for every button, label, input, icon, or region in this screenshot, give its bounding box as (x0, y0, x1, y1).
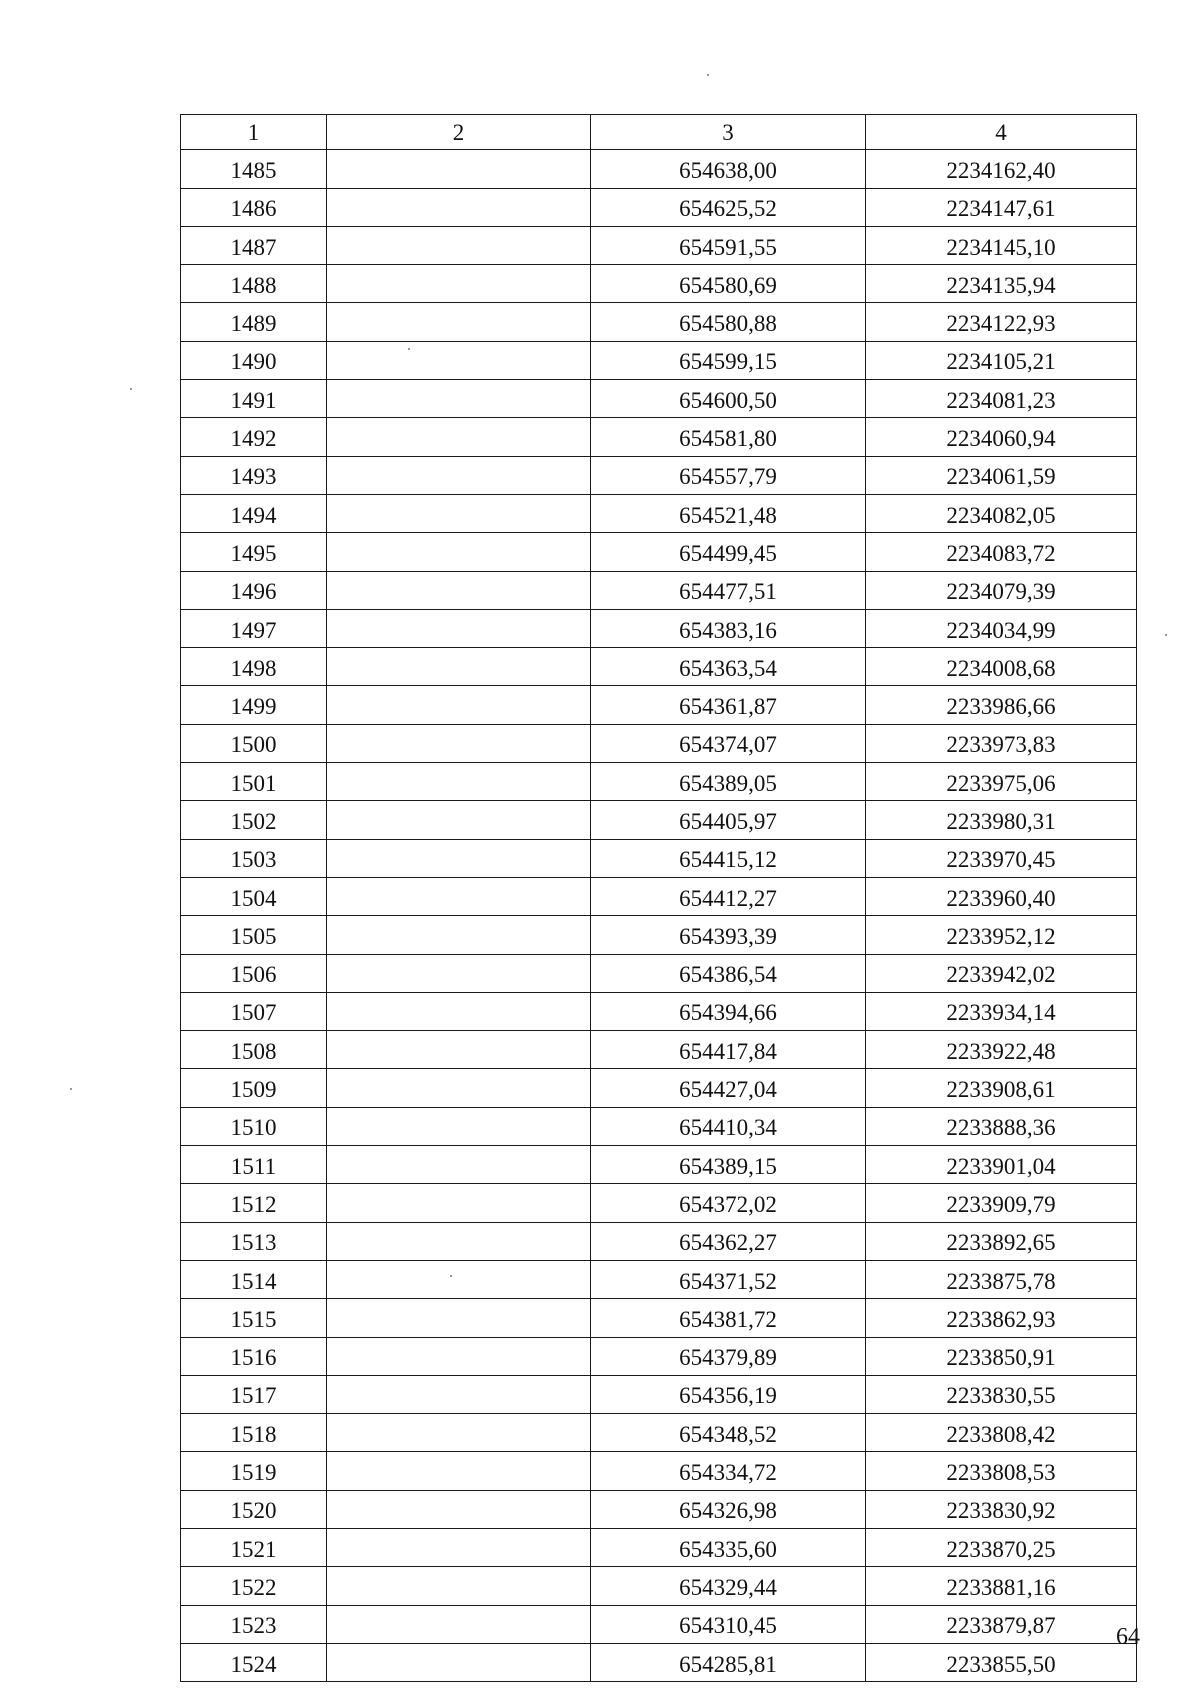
y-coordinate-cell: 2233934,14 (866, 992, 1137, 1030)
point-number-cell: 1488 (181, 265, 327, 303)
y-coordinate-cell: 2233879,87 (866, 1605, 1137, 1643)
scan-speck (130, 388, 132, 390)
description-cell (327, 1414, 591, 1452)
description-cell (327, 648, 591, 686)
description-cell (327, 1337, 591, 1375)
x-coordinate-cell: 654599,15 (591, 341, 866, 379)
y-coordinate-cell: 2233888,36 (866, 1107, 1137, 1145)
x-coordinate-cell: 654334,72 (591, 1452, 866, 1490)
y-coordinate-cell: 2233922,48 (866, 1031, 1137, 1069)
x-coordinate-cell: 654580,88 (591, 303, 866, 341)
x-coordinate-cell: 654625,52 (591, 188, 866, 226)
scan-speck (70, 1088, 72, 1090)
scan-speck (408, 348, 410, 350)
table-row (181, 188, 1137, 226)
description-cell (327, 1031, 591, 1069)
y-coordinate-cell: 2234135,94 (866, 265, 1137, 303)
x-coordinate-cell: 654326,98 (591, 1490, 866, 1528)
x-coordinate-cell: 654477,51 (591, 571, 866, 609)
coordinates-table (180, 114, 1137, 1682)
y-coordinate-cell: 2234082,05 (866, 494, 1137, 532)
table-row (181, 1146, 1137, 1184)
point-number-cell: 1502 (181, 801, 327, 839)
x-coordinate-cell: 654285,81 (591, 1643, 866, 1681)
x-coordinate-cell: 654412,27 (591, 877, 866, 915)
x-coordinate-cell: 654415,12 (591, 839, 866, 877)
x-coordinate-cell: 654371,52 (591, 1260, 866, 1298)
point-number-cell: 1512 (181, 1184, 327, 1222)
point-number-cell: 1497 (181, 609, 327, 647)
point-number-cell: 1500 (181, 724, 327, 762)
y-coordinate-cell: 2233942,02 (866, 954, 1137, 992)
y-coordinate-cell: 2234060,94 (866, 418, 1137, 456)
scan-speck (707, 74, 709, 76)
y-coordinate-cell: 2234145,10 (866, 226, 1137, 264)
table-row (181, 916, 1137, 954)
description-cell (327, 1528, 591, 1566)
y-coordinate-cell: 2233808,53 (866, 1452, 1137, 1490)
y-coordinate-cell: 2233870,25 (866, 1528, 1137, 1566)
description-cell (327, 1146, 591, 1184)
table-row (181, 1107, 1137, 1145)
table-row (181, 1605, 1137, 1643)
point-number-cell: 1523 (181, 1605, 327, 1643)
scan-speck (1165, 634, 1167, 636)
x-coordinate-cell: 654417,84 (591, 1031, 866, 1069)
x-coordinate-cell: 654372,02 (591, 1184, 866, 1222)
table-row (181, 1375, 1137, 1413)
y-coordinate-cell: 2233909,79 (866, 1184, 1137, 1222)
column-header-4: 4 (866, 115, 1137, 150)
point-number-cell: 1520 (181, 1490, 327, 1528)
description-cell (327, 839, 591, 877)
table-body (181, 150, 1137, 1682)
table-row (181, 1567, 1137, 1605)
description-cell (327, 1107, 591, 1145)
table-row (181, 456, 1137, 494)
description-cell (327, 609, 591, 647)
point-number-cell: 1509 (181, 1069, 327, 1107)
point-number-cell: 1518 (181, 1414, 327, 1452)
y-coordinate-cell: 2234122,93 (866, 303, 1137, 341)
description-cell (327, 1299, 591, 1337)
x-coordinate-cell: 654521,48 (591, 494, 866, 532)
x-coordinate-cell: 654591,55 (591, 226, 866, 264)
x-coordinate-cell: 654638,00 (591, 150, 866, 188)
table-row (181, 150, 1137, 188)
description-cell (327, 801, 591, 839)
point-number-cell: 1505 (181, 916, 327, 954)
description-cell (327, 226, 591, 264)
description-cell (327, 1490, 591, 1528)
description-cell (327, 188, 591, 226)
table-row (181, 686, 1137, 724)
column-header-2: 2 (327, 115, 591, 150)
y-coordinate-cell: 2233808,42 (866, 1414, 1137, 1452)
point-number-cell: 1504 (181, 877, 327, 915)
table-row (181, 992, 1137, 1030)
table-row (181, 380, 1137, 418)
table-row (181, 418, 1137, 456)
x-coordinate-cell: 654393,39 (591, 916, 866, 954)
y-coordinate-cell: 2233881,16 (866, 1567, 1137, 1605)
point-number-cell: 1503 (181, 839, 327, 877)
table-row (181, 954, 1137, 992)
y-coordinate-cell: 2233901,04 (866, 1146, 1137, 1184)
y-coordinate-cell: 2233855,50 (866, 1643, 1137, 1681)
y-coordinate-cell: 2233862,93 (866, 1299, 1137, 1337)
y-coordinate-cell: 2233850,91 (866, 1337, 1137, 1375)
table-row (181, 1184, 1137, 1222)
table-row (181, 1337, 1137, 1375)
point-number-cell: 1487 (181, 226, 327, 264)
table-row (181, 1299, 1137, 1337)
table-row (181, 801, 1137, 839)
description-cell (327, 533, 591, 571)
table-row (181, 1031, 1137, 1069)
table-row (181, 1222, 1137, 1260)
description-cell (327, 877, 591, 915)
y-coordinate-cell: 2234083,72 (866, 533, 1137, 571)
description-cell (327, 303, 591, 341)
point-number-cell: 1493 (181, 456, 327, 494)
table-row (181, 648, 1137, 686)
table-row (181, 1643, 1137, 1681)
point-number-cell: 1517 (181, 1375, 327, 1413)
y-coordinate-cell: 2233973,83 (866, 724, 1137, 762)
description-cell (327, 763, 591, 801)
description-cell (327, 1260, 591, 1298)
table-row (181, 1528, 1137, 1566)
description-cell (327, 456, 591, 494)
y-coordinate-cell: 2234105,21 (866, 341, 1137, 379)
description-cell (327, 418, 591, 456)
point-number-cell: 1516 (181, 1337, 327, 1375)
description-cell (327, 265, 591, 303)
point-number-cell: 1501 (181, 763, 327, 801)
x-coordinate-cell: 654329,44 (591, 1567, 866, 1605)
x-coordinate-cell: 654389,15 (591, 1146, 866, 1184)
y-coordinate-cell: 2234034,99 (866, 609, 1137, 647)
header-row (181, 115, 1137, 150)
point-number-cell: 1496 (181, 571, 327, 609)
description-cell (327, 1184, 591, 1222)
x-coordinate-cell: 654499,45 (591, 533, 866, 571)
y-coordinate-cell: 2233970,45 (866, 839, 1137, 877)
x-coordinate-cell: 654405,97 (591, 801, 866, 839)
x-coordinate-cell: 654348,52 (591, 1414, 866, 1452)
y-coordinate-cell: 2233960,40 (866, 877, 1137, 915)
y-coordinate-cell: 2234081,23 (866, 380, 1137, 418)
point-number-cell: 1489 (181, 303, 327, 341)
point-number-cell: 1485 (181, 150, 327, 188)
y-coordinate-cell: 2234061,59 (866, 456, 1137, 494)
x-coordinate-cell: 654363,54 (591, 648, 866, 686)
point-number-cell: 1510 (181, 1107, 327, 1145)
description-cell (327, 494, 591, 532)
table-row (181, 763, 1137, 801)
point-number-cell: 1508 (181, 1031, 327, 1069)
column-header-1: 1 (181, 115, 327, 150)
table-row (181, 533, 1137, 571)
y-coordinate-cell: 2233975,06 (866, 763, 1137, 801)
x-coordinate-cell: 654557,79 (591, 456, 866, 494)
point-number-cell: 1490 (181, 341, 327, 379)
x-coordinate-cell: 654356,19 (591, 1375, 866, 1413)
point-number-cell: 1519 (181, 1452, 327, 1490)
point-number-cell: 1514 (181, 1260, 327, 1298)
point-number-cell: 1511 (181, 1146, 327, 1184)
y-coordinate-cell: 2234079,39 (866, 571, 1137, 609)
point-number-cell: 1486 (181, 188, 327, 226)
table-row (181, 1490, 1137, 1528)
description-cell (327, 380, 591, 418)
x-coordinate-cell: 654394,66 (591, 992, 866, 1030)
y-coordinate-cell: 2233892,65 (866, 1222, 1137, 1260)
description-cell (327, 341, 591, 379)
table-row (181, 303, 1137, 341)
table-row (181, 839, 1137, 877)
page-number: 64 (1116, 1624, 1140, 1650)
x-coordinate-cell: 654580,69 (591, 265, 866, 303)
description-cell (327, 571, 591, 609)
x-coordinate-cell: 654383,16 (591, 609, 866, 647)
description-cell (327, 954, 591, 992)
table-row (181, 341, 1137, 379)
x-coordinate-cell: 654389,05 (591, 763, 866, 801)
x-coordinate-cell: 654410,34 (591, 1107, 866, 1145)
point-number-cell: 1522 (181, 1567, 327, 1605)
x-coordinate-cell: 654362,27 (591, 1222, 866, 1260)
table-row (181, 265, 1137, 303)
y-coordinate-cell: 2234162,40 (866, 150, 1137, 188)
point-number-cell: 1492 (181, 418, 327, 456)
y-coordinate-cell: 2233908,61 (866, 1069, 1137, 1107)
point-number-cell: 1515 (181, 1299, 327, 1337)
description-cell (327, 686, 591, 724)
description-cell (327, 1452, 591, 1490)
table-row (181, 1414, 1137, 1452)
table-row (181, 1069, 1137, 1107)
x-coordinate-cell: 654374,07 (591, 724, 866, 762)
x-coordinate-cell: 654386,54 (591, 954, 866, 992)
table-row (181, 226, 1137, 264)
x-coordinate-cell: 654361,87 (591, 686, 866, 724)
scan-speck (450, 1275, 452, 1277)
y-coordinate-cell: 2233980,31 (866, 801, 1137, 839)
table-row (181, 609, 1137, 647)
y-coordinate-cell: 2233830,55 (866, 1375, 1137, 1413)
x-coordinate-cell: 654381,72 (591, 1299, 866, 1337)
table-row (181, 1452, 1137, 1490)
y-coordinate-cell: 2233830,92 (866, 1490, 1137, 1528)
table-row (181, 724, 1137, 762)
description-cell (327, 724, 591, 762)
y-coordinate-cell: 2234008,68 (866, 648, 1137, 686)
point-number-cell: 1495 (181, 533, 327, 571)
point-number-cell: 1499 (181, 686, 327, 724)
x-coordinate-cell: 654581,80 (591, 418, 866, 456)
column-header-3: 3 (591, 115, 866, 150)
point-number-cell: 1506 (181, 954, 327, 992)
point-number-cell: 1524 (181, 1643, 327, 1681)
description-cell (327, 992, 591, 1030)
x-coordinate-cell: 654310,45 (591, 1605, 866, 1643)
table-row (181, 571, 1137, 609)
table-row (181, 494, 1137, 532)
x-coordinate-cell: 654600,50 (591, 380, 866, 418)
point-number-cell: 1494 (181, 494, 327, 532)
point-number-cell: 1491 (181, 380, 327, 418)
x-coordinate-cell: 654335,60 (591, 1528, 866, 1566)
description-cell (327, 1567, 591, 1605)
description-cell (327, 1222, 591, 1260)
point-number-cell: 1507 (181, 992, 327, 1030)
y-coordinate-cell: 2233952,12 (866, 916, 1137, 954)
x-coordinate-cell: 654379,89 (591, 1337, 866, 1375)
table-row (181, 1260, 1137, 1298)
y-coordinate-cell: 2234147,61 (866, 188, 1137, 226)
description-cell (327, 1643, 591, 1681)
y-coordinate-cell: 2233986,66 (866, 686, 1137, 724)
description-cell (327, 150, 591, 188)
table-row (181, 877, 1137, 915)
point-number-cell: 1521 (181, 1528, 327, 1566)
description-cell (327, 1069, 591, 1107)
point-number-cell: 1513 (181, 1222, 327, 1260)
description-cell (327, 1375, 591, 1413)
x-coordinate-cell: 654427,04 (591, 1069, 866, 1107)
description-cell (327, 916, 591, 954)
point-number-cell: 1498 (181, 648, 327, 686)
y-coordinate-cell: 2233875,78 (866, 1260, 1137, 1298)
description-cell (327, 1605, 591, 1643)
